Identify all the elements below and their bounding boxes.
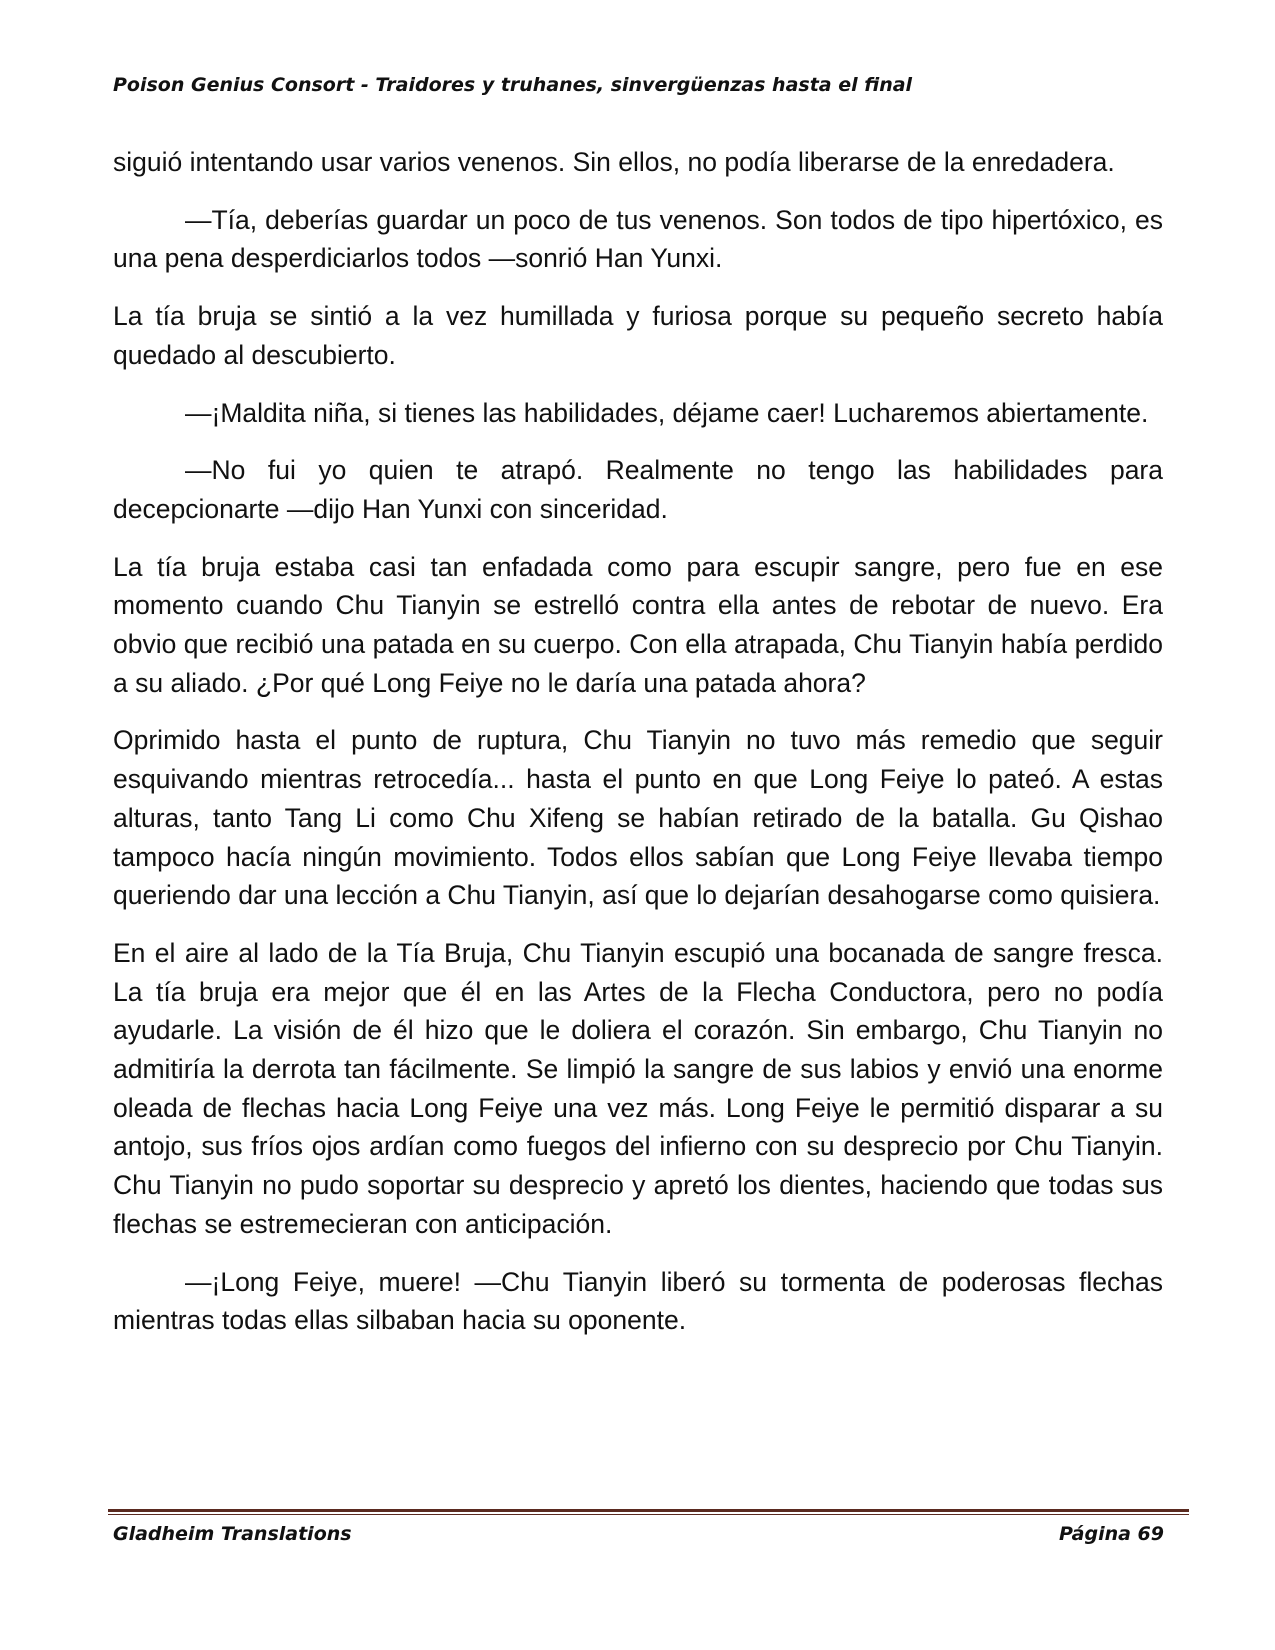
paragraph: —No fui yo quien te atrapó. Realmente no tengo las habilidades para decepcionarte —dijo Han Yunxi con sinceridad. <box>113 455 1163 524</box>
running-header: Poison Genius Consort - Traidores y truhanes, sinvergüenzas hasta el final <box>113 74 913 96</box>
paragraph: —Tía, deberías guardar un poco de tus venenos. Son todos de tipo hipertóxico, es una pena desperdiciarlos todos —sonrió Han Yunxi. <box>113 204 1163 274</box>
paragraph: La tía bruja estaba casi tan enfadada como para escupir sangre, pero fue en ese momento cuando Chu Tianyin se estrelló contra ella antes de rebotar de nuevo. Era obvio que recibió una patada en su cuerpo. Con ella atrapada, Chu Tianyin había perdido a su aliado. ¿Por qué Long Feiye no le daría una patada ahora? <box>113 551 1163 698</box>
footer-divider <box>108 1509 1189 1515</box>
footer-credit: Gladheim Translations <box>113 1523 352 1545</box>
paragraph: —¡Maldita niña, si tienes las habilidades, déjame caer! Lucharemos abiertamente. <box>185 397 1149 428</box>
paragraph: La tía bruja se sintió a la vez humillada y furiosa porque su pequeño secreto había quedado al descubierto. <box>113 301 1163 370</box>
paragraph: Oprimido hasta el punto de ruptura, Chu Tianyin no tuvo más remedio que seguir esquivando mientras retrocedía... hasta el punto en que Long Feiye lo pateó. A estas alturas, tanto Tang Li como Chu Xifeng se habían retirado de la batalla. Gu Qishao tampoco hacía ningún movimiento. Todos ellos sabían que Long Feiye llevaba tiempo queriendo dar una lección a Chu Tianyin, así que lo dejarían desahogarse como quisiera. <box>113 725 1163 911</box>
paragraph: siguió intentando usar varios venenos. Sin ellos, no podía liberarse de la enredadera. <box>113 147 1115 177</box>
body-text <box>113 143 1163 1359</box>
paragraph: En el aire al lado de la Tía Bruja, Chu Tianyin escupió una bocanada de sangre fresca. La tía bruja era mejor que él en las Artes de la Flecha Conductora, pero no podía ayudarle. La visión de él hizo que le doliera el corazón. Sin embargo, Chu Tianyin no admitiría la derrota tan fácilmente. Se limpió la sangre de sus labios y envió una enorme oleada de flechas hacia Long Feiye una vez más. Long Feiye le permitió disparar a su antojo, sus fríos ojos ardían como fuegos del infierno con su desprecio por Chu Tianyin. Chu Tianyin no pudo soportar su desprecio y apretó los dientes, haciendo que todas sus flechas se estremecieran con anticipación. <box>113 937 1163 1239</box>
page-number: Página 69 <box>1058 1523 1164 1545</box>
paragraph: —¡Long Feiye, muere! —Chu Tianyin liberó su tormenta de poderosas flechas mientras todas ellas silbaban hacia su oponente. <box>113 1266 1163 1336</box>
